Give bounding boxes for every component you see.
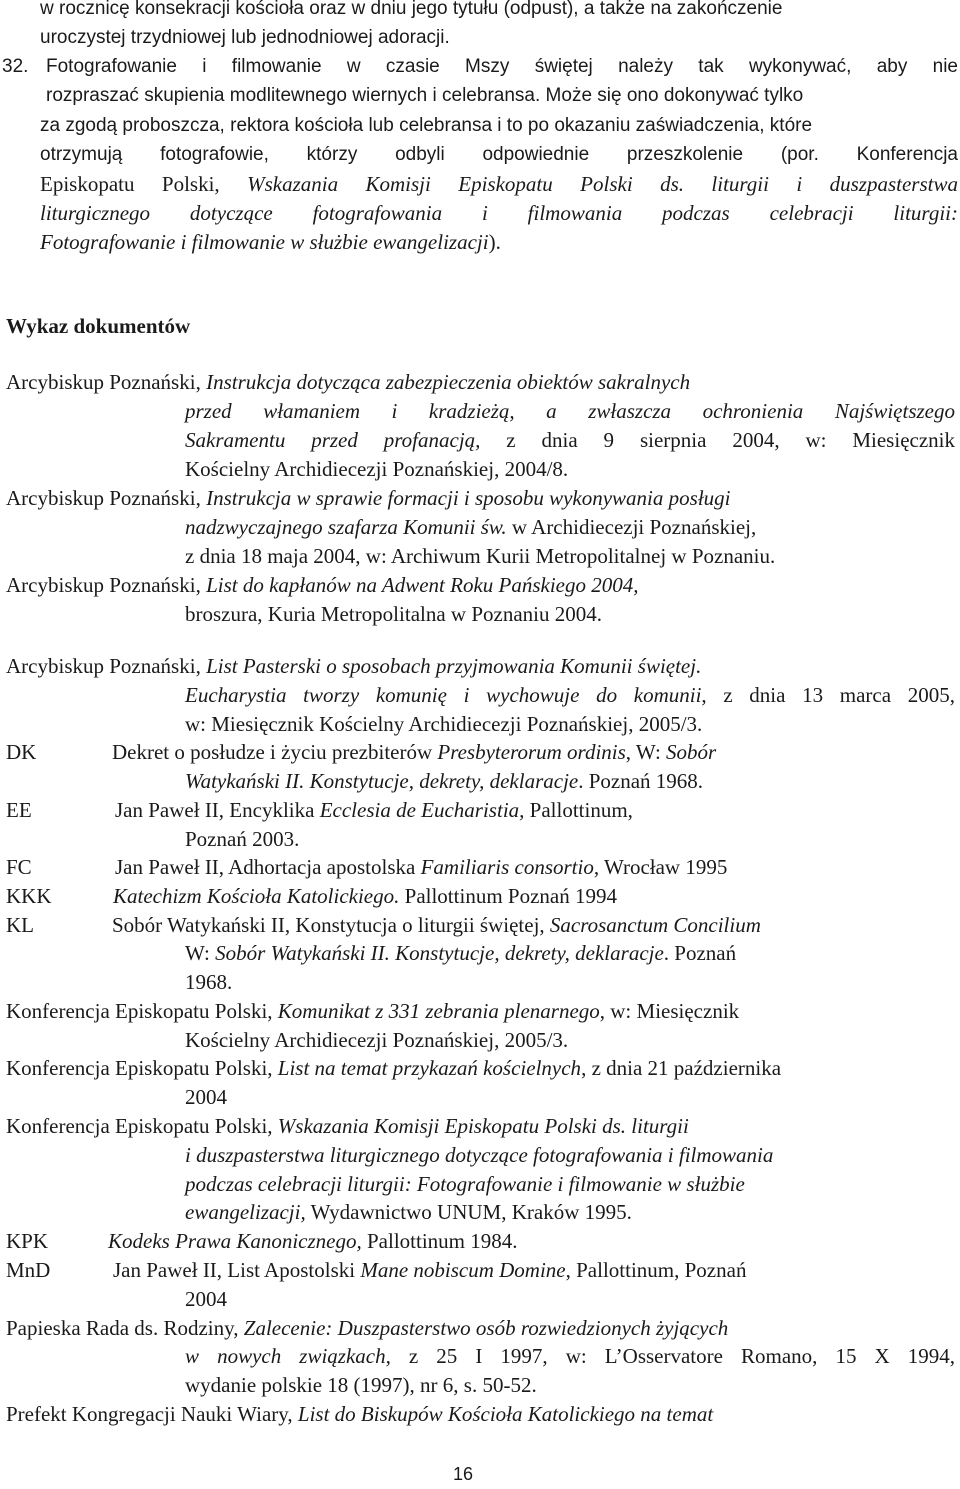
bib-entry-line: wydanie polskie 18 (1997), nr 6, s. 50-52. xyxy=(185,1373,537,1397)
text-run: W: xyxy=(185,941,216,965)
text-run-italic: przed włamaniem i kradzieżą, a zwłaszcza ochronienia Najświętszego xyxy=(185,399,955,423)
bib-entry-line: Poznań 2003. xyxy=(185,827,300,851)
bib-entry-line xyxy=(6,1056,781,1081)
text-run-italic: Sobór Watykański II. Konstytucje, dekrety, deklaracje xyxy=(215,941,664,965)
text-line: otrzymują fotografowie, którzy odbyli odpowiednie przeszkolenie (por. Konferencja xyxy=(40,144,958,166)
text-line xyxy=(40,170,958,199)
text-run: , Wrocław 1995 xyxy=(593,855,728,879)
text-run-italic: List na temat przykazań kościelnych xyxy=(277,1056,582,1080)
text-line xyxy=(46,81,958,110)
text-run: , z dnia 21 października xyxy=(581,1056,782,1080)
text-run-italic: Instrukcja w sprawie formacji i sposobu wykonywania posługi xyxy=(206,486,731,510)
bib-entry-line xyxy=(113,1258,746,1283)
bib-entry-line xyxy=(6,654,701,679)
text-run-italic: Mane nobiscum Domine xyxy=(360,1258,566,1282)
text-run: Arcybiskup Poznański, xyxy=(6,486,207,510)
text-line: za zgodą proboszcza, rektora kościoła lub celebransa i to po okazaniu zaświadczenia, które xyxy=(40,115,813,136)
text-run-italic: List Pasterski o sposobach przyjmowania Komunii świętej. xyxy=(206,654,702,678)
bib-entry-line xyxy=(185,1200,632,1225)
text-run: Arcybiskup Poznański, xyxy=(6,573,207,597)
bib-entry-line xyxy=(185,1143,773,1168)
bib-entry-line xyxy=(6,999,739,1024)
bib-entry-line xyxy=(108,1229,518,1254)
bib-entry-line xyxy=(185,428,955,453)
bib-entry-line xyxy=(185,941,736,966)
bib-entry-line xyxy=(6,1114,689,1139)
bib-entry-line xyxy=(185,1172,745,1197)
text-run-italic: List do kapłanów na Adwent Roku Pańskiego 2004, xyxy=(206,573,639,597)
text-run-italic: Komunikat z 331 zebrania plenarnego xyxy=(277,999,600,1023)
bib-abbreviation: KPK xyxy=(6,1229,49,1253)
text-run: rozpraszać skupienia modlitewnego wiernych i celebransa. xyxy=(46,85,541,107)
text-run-italic: Sobór xyxy=(666,740,717,764)
text-run: . Poznań 1968. xyxy=(578,769,704,793)
intro-paragraph xyxy=(40,0,958,53)
bib-entry-line: w: Miesięcznik Kościelny Archidiecezji Poznańskiej, 2005/3. xyxy=(185,712,703,736)
text-run: w Archidiecezji Poznańskiej, xyxy=(506,515,757,539)
text-run-italic: List do Biskupów Kościoła Katolickiego na temat xyxy=(297,1402,714,1426)
bib-entry-line: broszura, Kuria Metropolitalna w Poznaniu 2004. xyxy=(185,602,602,626)
bib-entry-line: 2004 xyxy=(185,1085,227,1109)
bib-entry-line: Kościelny Archidiecezji Poznańskiej, 2004/8. xyxy=(185,457,569,481)
bib-abbreviation: EE xyxy=(6,798,32,822)
text-run: Może się ono dokonywać tylko xyxy=(540,85,804,107)
text-run-italic: Fotografowanie i filmowanie w służbie ewangelizacji xyxy=(40,230,489,255)
bib-entry-line xyxy=(113,884,617,909)
text-run: Jan Paweł II, List Apostolski xyxy=(113,1258,361,1282)
text-line xyxy=(40,228,958,257)
text-run: Arcybiskup Poznański, xyxy=(6,370,207,394)
text-run-italic: nadzwyczajnego szafarza Komunii św. xyxy=(185,515,507,539)
bib-entry-line xyxy=(185,515,756,540)
text-run: Dekret o posłudze i życiu prezbiterów xyxy=(112,740,438,764)
text-run: Konferencja Episkopatu Polski, xyxy=(6,999,278,1023)
text-run-italic: Instrukcja dotycząca zabezpieczenia obiektów sakralnych xyxy=(206,370,691,394)
bib-entry-line xyxy=(6,370,690,395)
bib-abbreviation: MnD xyxy=(6,1258,51,1282)
text-run: Sobór Watykański II, Konstytucja o liturgii świętej, xyxy=(112,913,550,937)
text-run-italic: Katechizm Kościoła Katolickiego. xyxy=(113,884,400,908)
text-run-italic: w nowych związkach, xyxy=(185,1344,391,1368)
text-run: , z dnia 13 marca 2005, xyxy=(701,683,955,707)
text-run: Wydawnictwo UNUM, Kraków 1995. xyxy=(305,1200,632,1224)
text-run: . Poznań xyxy=(663,941,737,965)
text-run-italic: Ecclesia de Eucharistia, xyxy=(319,798,525,822)
text-run: Episkopatu Polski, xyxy=(40,171,248,196)
bib-entry-line xyxy=(6,1316,728,1341)
text-run-italic: Wskazania Komisji Episkopatu Polski ds. liturgii xyxy=(277,1114,689,1138)
text-run: Pallottinum 1984. xyxy=(361,1229,518,1253)
section-title: Wykaz dokumentów xyxy=(6,314,191,338)
text-run-italic: Zalecenie: Duszpasterstwo osób rozwiedzionych żyjących xyxy=(243,1316,729,1340)
bib-entry-line xyxy=(115,855,727,880)
text-run: Konferencja Episkopatu Polski, xyxy=(6,1114,278,1138)
bib-abbreviation: KKK xyxy=(6,884,52,908)
bib-entry-line xyxy=(185,399,955,424)
bib-entry-line xyxy=(112,740,716,765)
bib-entry-line xyxy=(6,1402,713,1427)
bib-entry-line: 2004 xyxy=(185,1287,227,1311)
text-run: , W: xyxy=(625,740,667,764)
text-run-italic: i duszpasterstwa liturgicznego dotyczące fotografowania i filmowania xyxy=(185,1143,774,1167)
text-run: Pallottinum Poznań 1994 xyxy=(399,884,617,908)
text-run: , Pallottinum, Poznań xyxy=(565,1258,747,1282)
text-line: w rocznicę konsekracji kościoła oraz w dniu jego tytułu (odpust), a także na zakończenie xyxy=(40,0,783,19)
text-run: , w: Miesięcznik xyxy=(599,999,740,1023)
item-number: 32. xyxy=(2,56,29,77)
bib-abbreviation: DK xyxy=(6,740,37,764)
bib-entry-line xyxy=(112,913,761,938)
text-run: Arcybiskup Poznański, xyxy=(6,654,207,678)
text-run: Papieska Rada ds. Rodziny, xyxy=(6,1316,244,1340)
bib-entry-line xyxy=(185,769,703,794)
bib-entry-line xyxy=(185,683,955,708)
text-run-italic: Kodeks Prawa Kanonicznego, xyxy=(108,1229,362,1253)
bib-entry-line: z dnia 18 maja 2004, w: Archiwum Kurii Metropolitalnej w Poznaniu. xyxy=(185,544,776,568)
text-run-italic: Watykański II. Konstytucje, dekrety, deklaracje xyxy=(185,769,579,793)
item-32-paragraph xyxy=(46,52,958,111)
text-run: Jan Paweł II, Encyklika xyxy=(115,798,320,822)
text-line: Fotografowanie i filmowanie w czasie Mszy świętej należy tak wykonywać, aby nie xyxy=(46,56,958,77)
text-run-italic: Sacrosanctum Concilium xyxy=(549,913,761,937)
bib-entry-line xyxy=(115,798,633,823)
text-run-italic: Familiaris consortio xyxy=(420,855,594,879)
bib-entry-line: 1968. xyxy=(185,970,233,994)
text-run: ). xyxy=(488,230,501,255)
text-run-italic: Eucharystia tworzy komunię i wychowuje do komunii xyxy=(185,683,702,707)
bib-abbreviation: FC xyxy=(6,855,32,879)
text-run: Jan Paweł II, Adhortacja apostolska xyxy=(115,855,421,879)
text-run: Pallottinum, xyxy=(524,798,633,822)
item-32-continuation xyxy=(40,111,958,257)
bib-abbreviation: KL xyxy=(6,913,34,937)
text-run-italic: liturgicznego dotyczące fotografowania i filmowania podczas celebracji liturgii: xyxy=(40,200,958,225)
text-run: z dnia 9 sierpnia 2004, w: Miesięcznik xyxy=(480,428,955,452)
bib-entry-line: Kościelny Archidiecezji Poznańskiej, 2005/3. xyxy=(185,1028,569,1052)
text-run-italic: Presbyterorum ordinis xyxy=(437,740,626,764)
text-run-italic: ewangelizacji, xyxy=(185,1200,306,1224)
text-run-italic: podczas celebracji liturgii: Fotografowanie i filmowanie w służbie xyxy=(185,1172,745,1196)
text-run: Konferencja Episkopatu Polski, xyxy=(6,1056,278,1080)
text-run-italic: Sakramentu przed profanacją, xyxy=(185,428,481,452)
text-run: z 25 I 1997, w: L’Osservatore Romano, 15 X 1994, xyxy=(390,1344,956,1368)
bib-entry-line xyxy=(185,1344,955,1369)
bib-entry-line xyxy=(6,573,639,598)
text-line xyxy=(40,199,958,228)
page-number: 16 xyxy=(452,1464,474,1484)
text-run-italic: Wskazania Komisji Episkopatu Polski ds. liturgii i duszpasterstwa xyxy=(247,171,958,196)
bib-entry-line xyxy=(6,486,730,511)
text-line: uroczystej trzydniowej lub jednodniowej adoracji. xyxy=(40,27,450,49)
text-run: Prefekt Kongregacji Nauki Wiary, xyxy=(6,1402,298,1426)
